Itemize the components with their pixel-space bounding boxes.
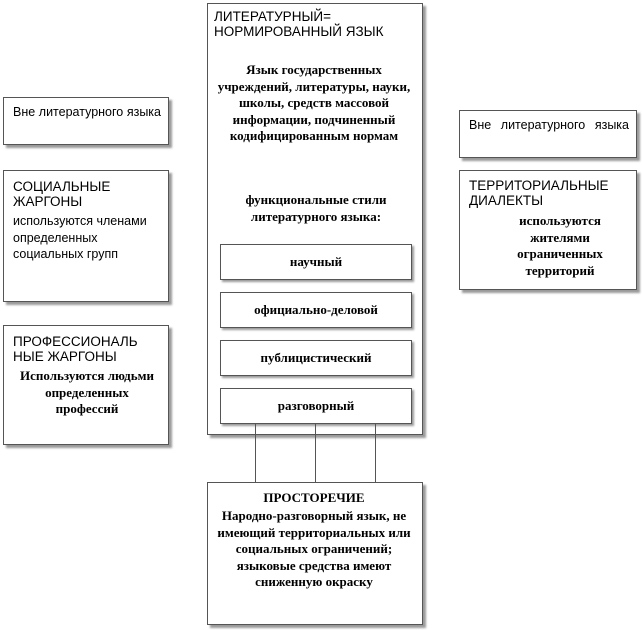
- professional-jargons-title: ПРОФЕССИОНАЛЬ НЫЕ ЖАРГОНЫ: [13, 334, 138, 364]
- style-journalistic-label: публицистический: [260, 350, 372, 365]
- style-colloquial: [220, 388, 412, 424]
- vernacular-title: ПРОСТОРЕЧИЕ: [263, 490, 365, 505]
- connector-line: [375, 424, 376, 482]
- connector-line: [315, 424, 316, 482]
- left-outside-literary-label: Вне литературного языка: [13, 105, 161, 119]
- style-journalistic: [220, 340, 412, 376]
- right-outside-literary-box: [459, 110, 637, 158]
- territorial-dialects-description: используются жителями ограниченных территорий: [517, 213, 603, 278]
- literary-language-description: Язык государственных учреждений, литературы, науки, школы, средств массовой информации, подчиненный кодифицированным нормам: [217, 62, 411, 143]
- social-jargons-box: [3, 170, 169, 302]
- style-official-business-label: официально-деловой: [254, 302, 378, 317]
- vernacular-description: Народно-разговорный язык, не имеющий территориальных или социальных ограничений; языковые средства имеют сниженную окраску: [217, 508, 411, 589]
- literary-language-title: ЛИТЕРАТУРНЫЙ= НОРМИРОВАННЫЙ ЯЗЫК: [214, 9, 384, 39]
- professional-jargons-description: Используются людьми определенных профессий: [20, 368, 154, 416]
- functional-styles-heading: функциональные стили литературного языка:: [245, 192, 387, 224]
- style-scientific-label: научный: [289, 254, 343, 269]
- territorial-dialects-box: [459, 170, 637, 290]
- left-outside-literary-box: [3, 97, 169, 145]
- style-colloquial-label: разговорный: [277, 398, 355, 413]
- literary-language-box: [207, 3, 423, 435]
- social-jargons-title: СОЦИАЛЬНЫЕ ЖАРГОНЫ: [13, 179, 111, 209]
- vernacular-box: [207, 482, 423, 625]
- social-jargons-description: используются членами определенных социальных групп: [13, 214, 147, 261]
- territorial-dialects-title: ТЕРРИТОРИАЛЬНЫЕ ДИАЛЕКТЫ: [469, 178, 609, 208]
- style-scientific: [220, 244, 412, 280]
- style-official-business: [220, 292, 412, 328]
- professional-jargons-box: [3, 325, 169, 445]
- right-outside-literary-label: Вне литературного языка: [469, 118, 629, 132]
- connector-line: [255, 424, 256, 482]
